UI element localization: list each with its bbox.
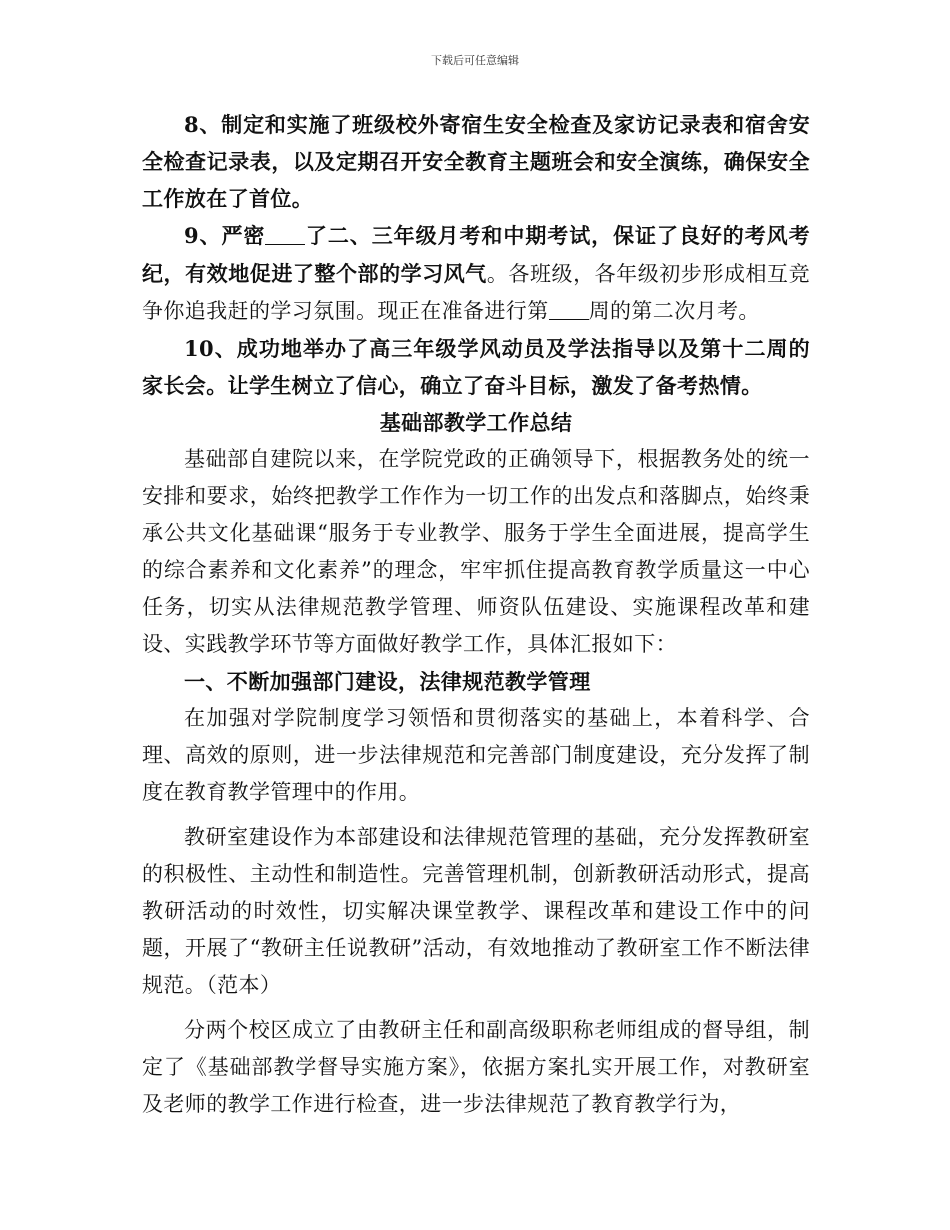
document-body xyxy=(142,106,810,1123)
section-1-paragraph-3: 分两个校区成立了由教研主任和副高级职称老师组成的督导组，制定了《基础部教学督导实施方案》，依据方案扎实开展工作，对教研室及老师的教学工作进行检查，进一步法律规范了教育教学行为， xyxy=(142,1018,810,1116)
section-1-paragraph-1: 在加强对学院制度学习领悟和贯彻落实的基础上，本着科学、合理、高效的原则，进一步法律规范和完善部门制度建设，充分发挥了制度在教育教学管理中的作用。 xyxy=(142,706,810,804)
item-9-text-c: 。各班级，各年级初步形成相互竞争你追我赶的学习氛围。现正在准备进行第 xyxy=(142,262,811,323)
item-9-text-b: 了二、三年级月考和中期考试，保证了良好的考风考纪，有效地促进了整个部的学习风气 xyxy=(142,223,810,286)
section-1-paragraph-2: 教研室建设作为本部建设和法律规范管理的基础，充分发挥教研室的积极性、主动性和制造性。完善管理机制，创新教研活动形式，提高教研活动的时效性，切实解决课堂教学、课程改革和建设工作中的问题，开展了“教研主任说教研”活动，有效地推动了教研室工作不断法律规范。（范本） xyxy=(142,825,810,997)
page-header: 下载后可任意编辑 xyxy=(431,54,519,67)
intro-paragraph: 基础部自建院以来，在学院党政的正确领导下，根据教务处的统一安排和要求，始终把教学工作作为一切工作的出发点和落脚点，始终秉承公共文化基础课“服务于专业教学、服务于学生全面进展，提高学生的综合素养和文化素养”的理念，牢牢抓住提高教育教学质量这一中心任务，切实从法律规范教学管理、师资队伍建设、实施课程改革和建设、实践教学环节等方面做好教学工作，具体汇报如下： xyxy=(142,447,810,656)
document-title: 基础部教学工作总结 xyxy=(379,410,573,435)
item-9-text-a: 9、严密 xyxy=(184,223,266,248)
section-heading-1: 一、不断加强部门建设，法律规范教学管理 xyxy=(184,669,591,694)
paragraph-item-9 xyxy=(142,217,810,330)
item-9-text-d: 周的第二次月考。 xyxy=(588,299,760,323)
paragraph-item-10: 10、成功地举办了高三年级学风动员及学法指导以及第十二周的家长会。让学生树立了信心，确立了奋斗目标，激发了备考热情。 xyxy=(142,336,810,398)
blank-line xyxy=(265,222,305,245)
paragraph-item-8: 8、制定和实施了班级校外寄宿生安全检查及家访记录表和宿舍安全检查记录表，以及定期召开安全教育主题班会和安全演练，确保安全工作放在了首位。 xyxy=(142,112,810,211)
blank-line xyxy=(549,297,589,320)
